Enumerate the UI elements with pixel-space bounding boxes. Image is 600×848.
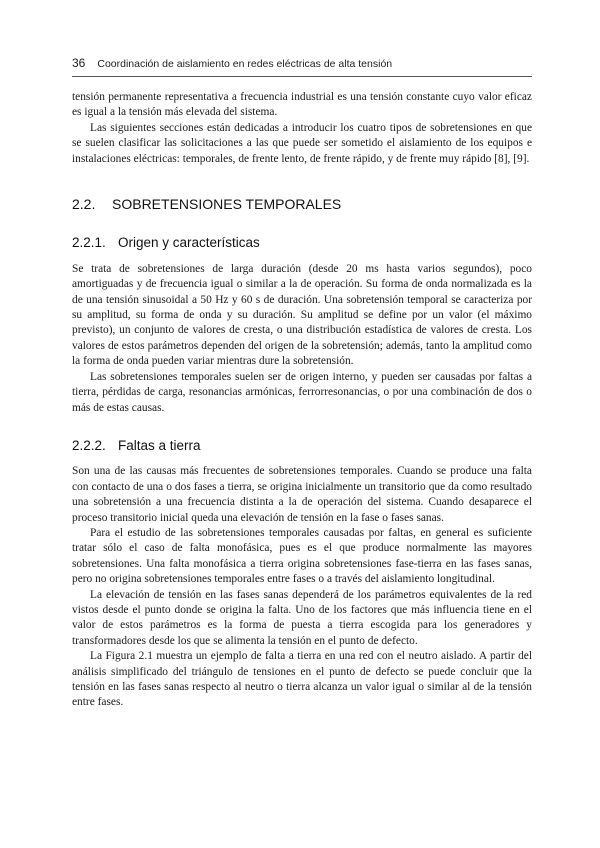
header-rule <box>72 76 532 77</box>
subsection-heading-1 <box>72 235 532 250</box>
intro-paragraph-2: Las siguientes secciones están dedicadas a introducir los cuatro tipos de sobretensiones en que se suelen clasificar las solicitaciones a las que puede ser sometido el aislamiento de los equipos e instalaciones eléctricas: temporales, de frente lento, de frente rápido, y de frente muy rápido [8], [9]. <box>72 121 532 165</box>
page-body <box>72 90 532 711</box>
section-title: SOBRETENSIONES TEMPORALES <box>112 196 342 213</box>
sub2-paragraph-2: Para el estudio de las sobretensiones temporales causadas por faltas, en general es suficiente tratar sólo el caso de falta monofásica, pues es el que produce normalmente las mayores sobretensiones. Una falta monofásica a tierra origina sobretensiones fase-tierra en las fases sanas, pero no origina sobretensiones temporales entre fases o a través del aislamiento longitudinal. <box>72 526 532 586</box>
section-number: 2.2. <box>72 196 96 213</box>
page-number: 36 <box>72 56 86 70</box>
running-header <box>72 56 532 70</box>
subsection-title-2: Faltas a tierra <box>118 437 201 453</box>
sub2-paragraph-1: Son una de las causas más frecuentes de sobretensiones temporales. Cuando se produce una falta con contacto de una o dos fases a tierra, se origina inicialmente un transitorio que da como resultado una sobretensión a una frecuencia distinta a la de operación del sistema. Cuando desaparece el proceso transitorio inicial queda una elevación de tensión en la fase o fases sanas. <box>72 465 532 524</box>
subsection-title-1: Origen y características <box>118 235 260 251</box>
sub2-paragraph-4: La Figura 2.1 muestra un ejemplo de falta a tierra en una red con el neutro aislado. A partir del análisis simplificado del triángulo de tensiones en el punto de defecto se puede concluir que la tensión en las fases sanas respecto al neutro o tierra alcanza un valor igual o similar al de la tensión entre fases. <box>72 650 532 709</box>
sub2-paragraph-3: La elevación de tensión en las fases sanas dependerá de los parámetros equivalentes de la red vistos desde el punto donde se origina la falta. Uno de los factores que más influencia tiene en el valor de estos parámetros es la forma de puesta a tierra escogida para los generadores y transformadores desde los que se alimenta la tensión en el punto de defecto. <box>72 588 532 647</box>
intro-paragraph-1: tensión permanente representativa a frecuencia industrial es una tensión constante cuyo valor eficaz es igual a la tensión más elevada del sistema. <box>72 91 532 119</box>
subsection-number-2: 2.2.2. <box>72 437 106 453</box>
sub1-paragraph-2: Las sobretensiones temporales suelen ser de origen interno, y pueden ser causadas por faltas a tierra, pérdidas de carga, resonancias armónicas, ferrorresonancias, o por una combinación de dos o más de estas causas. <box>72 370 532 414</box>
book-title: Coordinación de aislamiento en redes eléctricas de alta tensión <box>97 58 393 70</box>
subsection-number-1: 2.2.1. <box>72 235 106 251</box>
subsection-heading-2 <box>72 438 532 453</box>
section-heading <box>72 197 532 212</box>
sub1-paragraph-1: Se trata de sobretensiones de larga duración (desde 20 ms hasta varios segundos), poco amortiguadas y de frecuencia igual o similar a la de operación. Su forma de onda normalizada es la de una tensión sinusoidal a 50 Hz y 60 s de duración. Una sobretensión temporal se caracteriza por su amplitud, su forma de onda y su duración. Su amplitud se define por un valor (el máximo previsto), un conjunto de valores de cresta, o una distribución estadística de valores de cresta. Los valores de estos parámetros dependen del origen de la sobretensión; además, tanto la amplitud como la forma de onda pueden variar mientras dure la sobretensión. <box>72 262 532 368</box>
